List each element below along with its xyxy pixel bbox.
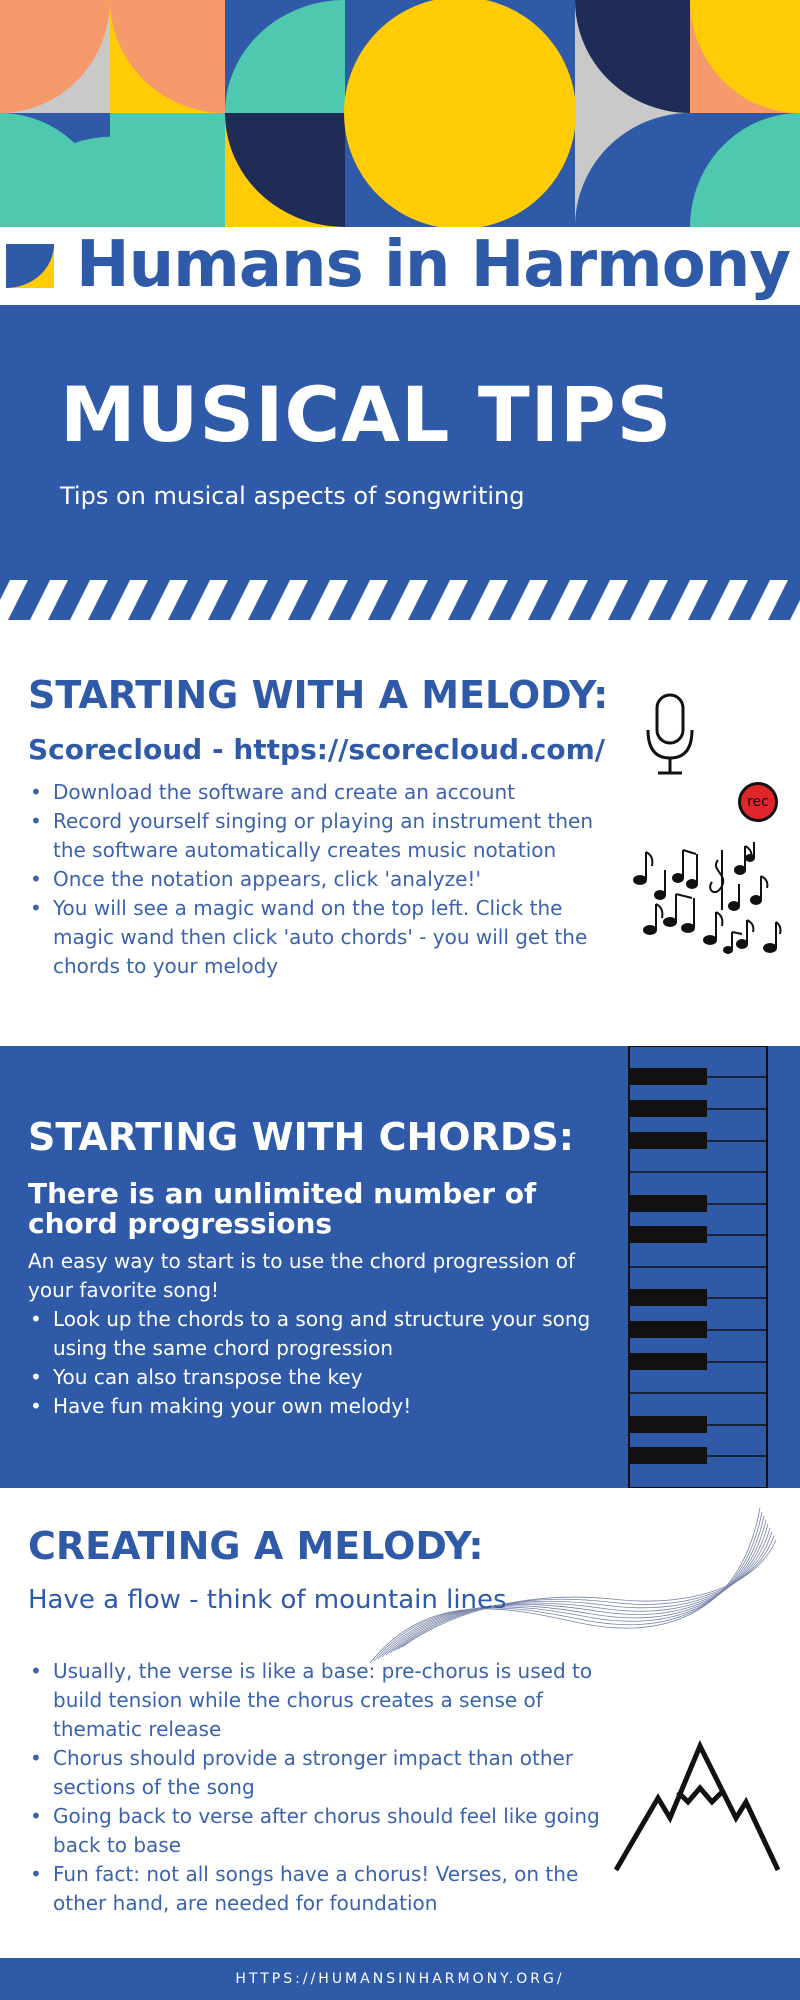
list-item: • Once the notation appears, click 'analyze!' [28,865,608,894]
list-item: • Usually, the verse is like a base: pre-chorus is used to build tension while the chorus creates a sense of thematic release [28,1657,608,1744]
chords-tips-list [28,1305,608,1421]
striped-divider [0,580,800,620]
melody-section-title: STARTING WITH A MELODY: [28,673,609,717]
list-item: • Going back to verse after chorus should feel like going back to base [28,1802,608,1860]
record-button-icon: rec [738,782,778,822]
brand-logo-icon [6,244,54,288]
list-item: • Look up the chords to a song and structure your song using the same chord progression [28,1305,608,1363]
chords-section-subtitle: There is an unlimited number of chord progressions [28,1177,537,1240]
mountain-icon [612,1740,782,1875]
chords-intro: An easy way to start is to use the chord progression of your favorite song! [28,1249,576,1302]
list-item: • You can also transpose the key [28,1363,608,1392]
microphone-icon [640,692,700,778]
footer-url-link[interactable]: HTTPS://HUMANSINHARMONY.ORG/ [235,1971,565,1987]
melody-section-subtitle: Scorecloud - https://scorecloud.com/ [28,733,605,766]
create-section-subtitle: Have a flow - think of mountain lines [28,1585,507,1615]
list-item: • Have fun making your own melody! [28,1392,608,1421]
geometric-banner [0,0,800,227]
chords-section-title: STARTING WITH CHORDS: [28,1115,574,1159]
create-tips-list [28,1657,608,1918]
brand-title: Humans in Harmony [76,228,790,302]
music-notes-icon [630,840,782,960]
page-title: MUSICAL TIPS [60,370,673,459]
list-item: • You will see a magic wand on the top left. Click the magic wand then click 'auto chords' - you will get the chords to your melody [28,894,608,981]
create-section-title: CREATING A MELODY: [28,1524,484,1568]
piano-keys-icon [628,1046,768,1488]
list-item: • Chorus should provide a stronger impact than other sections of the song [28,1744,608,1802]
page-subtitle: Tips on musical aspects of songwriting [60,482,525,510]
melody-tips-list [28,778,608,981]
list-item: • Download the software and create an account [28,778,608,807]
list-item: • Record yourself singing or playing an instrument then the software automatically creates music notation [28,807,608,865]
list-item: • Fun fact: not all songs have a chorus! Verses, on the other hand, are needed for foundation [28,1860,608,1918]
